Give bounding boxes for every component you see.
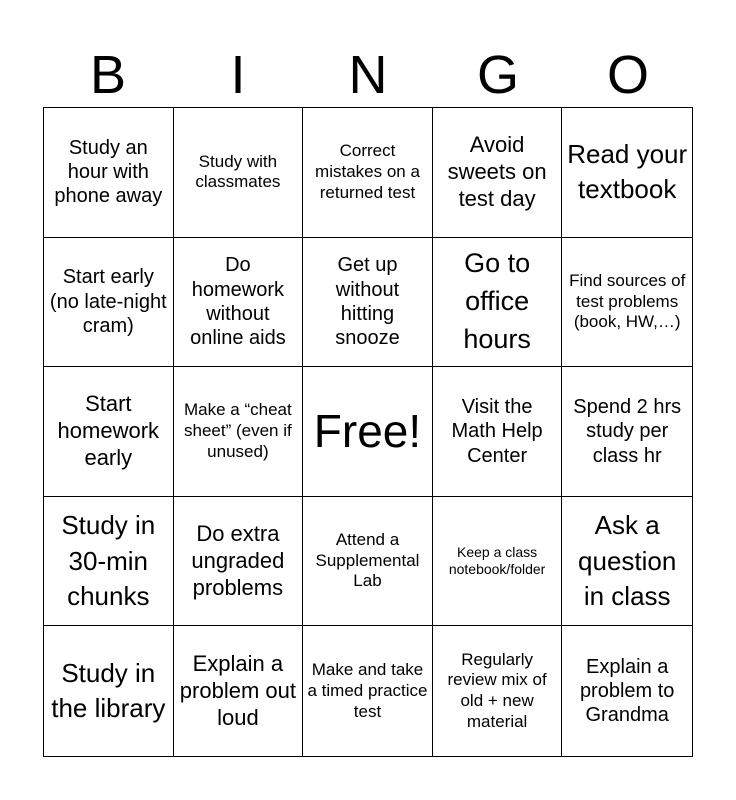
bingo-cell[interactable]: Spend 2 hrs study per class hr bbox=[562, 367, 692, 497]
bingo-cell[interactable]: Find sources of test problems (book, HW,…) bbox=[562, 238, 692, 368]
bingo-cell[interactable]: Study in the library bbox=[44, 626, 174, 756]
bingo-cell[interactable]: Regularly review mix of old + new material bbox=[433, 626, 563, 756]
bingo-cell[interactable]: Avoid sweets on test day bbox=[433, 108, 563, 238]
bingo-cell[interactable]: Go to office hours bbox=[433, 238, 563, 368]
header-letter-n: N bbox=[348, 45, 388, 105]
bingo-cell[interactable]: Visit the Math Help Center bbox=[433, 367, 563, 497]
header-letter-i: I bbox=[230, 45, 246, 105]
header-letter-g: G bbox=[476, 45, 519, 105]
bingo-cell[interactable]: Study in 30-min chunks bbox=[44, 497, 174, 627]
bingo-cell[interactable]: Make and take a timed practice test bbox=[303, 626, 433, 756]
bingo-cell[interactable]: Study with classmates bbox=[174, 108, 304, 238]
bingo-board bbox=[43, 107, 693, 757]
bingo-cell[interactable]: Correct mistakes on a returned test bbox=[303, 108, 433, 238]
free-space[interactable]: Free! bbox=[303, 367, 433, 497]
bingo-cell[interactable]: Attend a Supplemental Lab bbox=[303, 497, 433, 627]
bingo-cell[interactable]: Study an hour with phone away bbox=[44, 108, 174, 238]
bingo-cell[interactable]: Get up without hitting snooze bbox=[303, 238, 433, 368]
bingo-cell[interactable]: Explain a problem out loud bbox=[174, 626, 304, 756]
bingo-cell[interactable]: Do extra ungraded problems bbox=[174, 497, 304, 627]
bingo-cell[interactable]: Ask a question in class bbox=[562, 497, 692, 627]
bingo-cell[interactable]: Make a “cheat sheet” (even if unused) bbox=[174, 367, 304, 497]
bingo-cell[interactable]: Keep a class notebook/folder bbox=[433, 497, 563, 627]
bingo-cell[interactable]: Start early (no late-night cram) bbox=[44, 238, 174, 368]
bingo-cell[interactable]: Read your textbook bbox=[562, 108, 692, 238]
header-letter-b: B bbox=[89, 45, 127, 105]
bingo-cell[interactable]: Do homework without online aids bbox=[174, 238, 304, 368]
header-letter-o: O bbox=[606, 45, 649, 105]
bingo-cell[interactable]: Explain a problem to Grandma bbox=[579, 655, 675, 727]
bingo-header bbox=[43, 42, 693, 108]
bingo-cell[interactable]: Start homework early bbox=[44, 367, 174, 497]
